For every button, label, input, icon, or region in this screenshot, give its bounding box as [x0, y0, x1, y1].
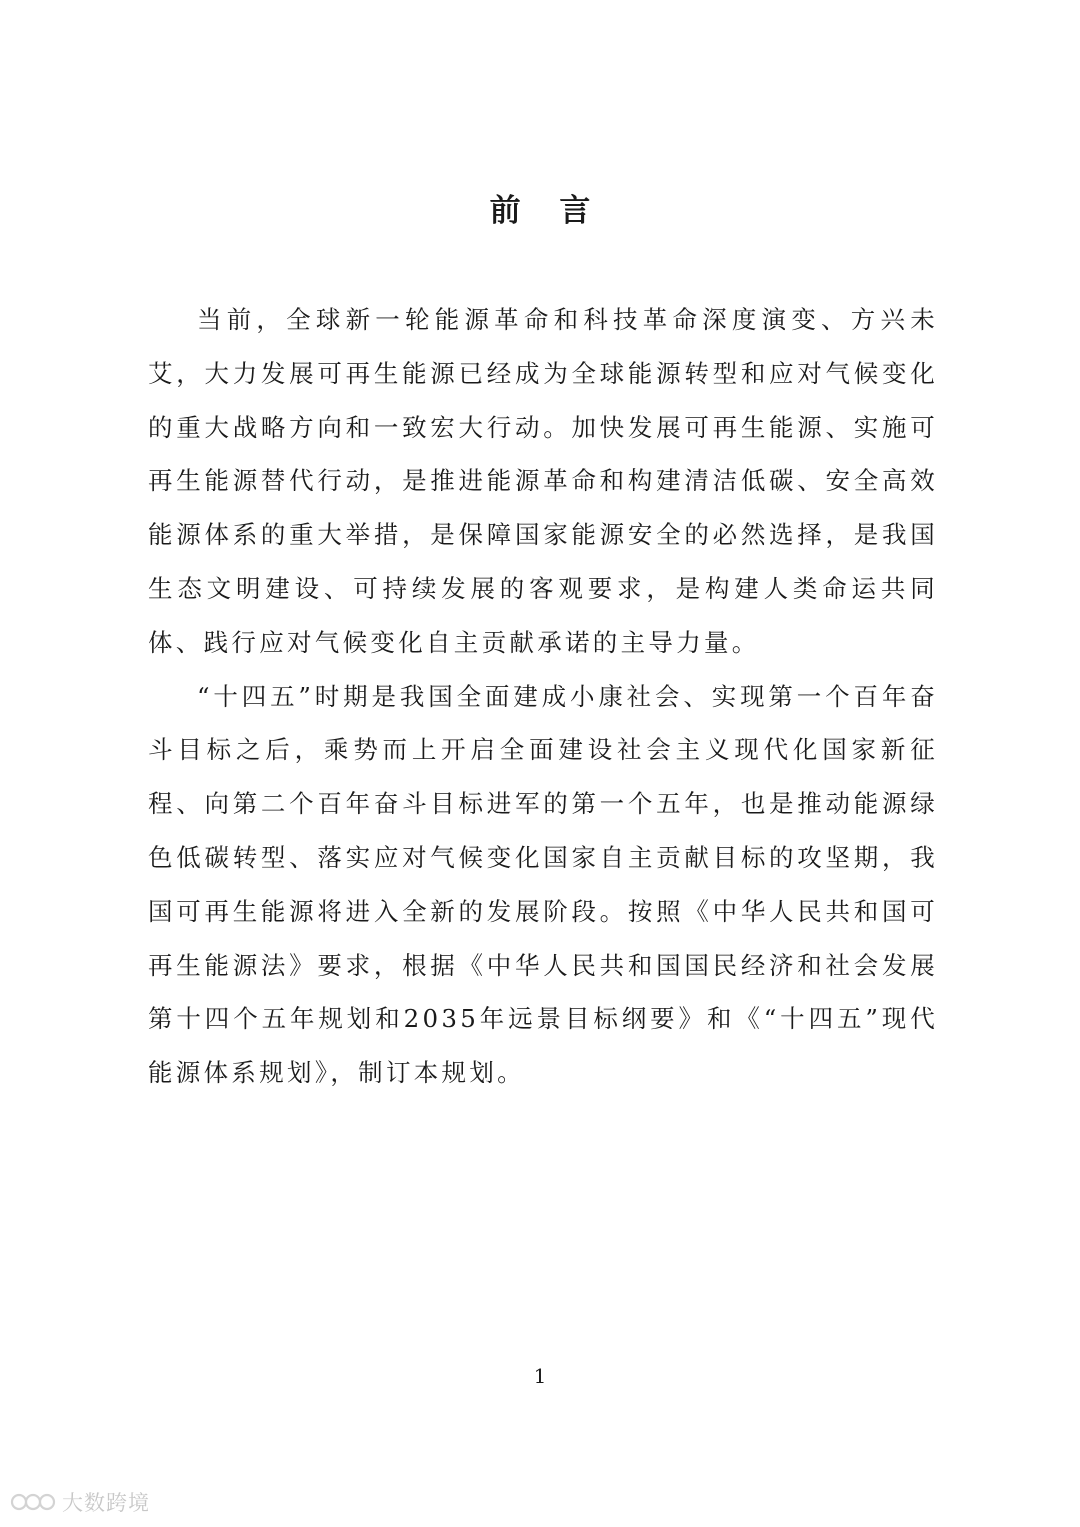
watermark-logo-icon: [10, 1489, 56, 1515]
body-text: [148, 293, 938, 1100]
page-number: 1: [533, 1364, 547, 1388]
watermark: [10, 1487, 150, 1517]
watermark-text: 大数跨境: [62, 1491, 150, 1515]
page-title: 前 言: [489, 193, 605, 229]
paragraph-2: “十四五”时期是我国全面建成小康社会、实现第一个百年奋斗目标之后，乘势而上开启全面建设社会主义现代化国家新征程、向第二个百年奋斗目标进军的第一个五年，也是推动能源绿色低碳转型、落实应对气候变化国家自主贡献目标的攻坚期，我国可再生能源将进入全新的发展阶段。按照《中华人民共和国可再生能源法》要求，根据《中华人民共和国国民经济和社会发展第十四个五年规划和2035年远景目标纲要》和《“十四五”现代能源体系规划》，制订本规划。: [148, 681, 938, 1088]
paragraph-1: 当前，全球新一轮能源革命和科技革命深度演变、方兴未艾，大力发展可再生能源已经成为全球能源转型和应对气候变化的重大战略方向和一致宏大行动。加快发展可再生能源、实施可再生能源替代行动，是推进能源革命和构建清洁低碳、安全高效能源体系的重大举措，是保障国家能源安全的必然选择，是我国生态文明建设、可持续发展的客观要求，是构建人类命运共同体、践行应对气候变化自主贡献承诺的主导力量。: [148, 305, 938, 657]
